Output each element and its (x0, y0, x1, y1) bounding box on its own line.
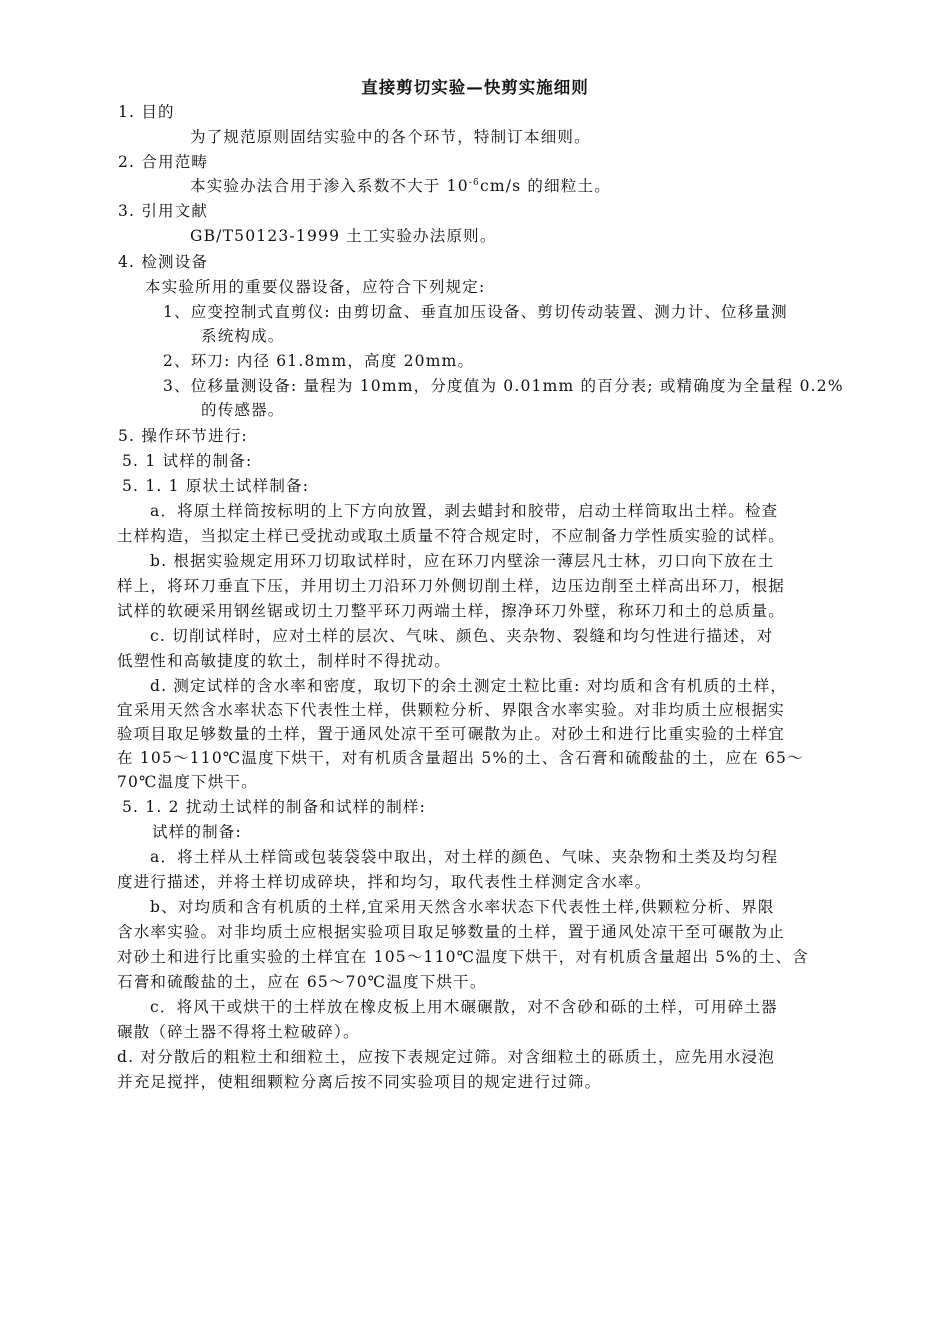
prep-b-line-3: 对砂土和进行比重实验的土样宜在 105～110℃温度下烘干，对有机质含量超出 5%的土、含 (117, 948, 809, 966)
paragraph-d-line-2: 宜采用天然含水率状态下代表性土样，供颗粒分析、界限含水率实验。对非均质土应根据实 (117, 701, 786, 719)
section-2-body (190, 174, 611, 198)
prep-c-line-1: c．将风干或烘干的土样放在橡皮板上用木碾碾散，对不含砂和砾的土样，可用碎土器 (150, 998, 778, 1016)
section-2-body-text: 本实验办法合用于渗入系数不大于 10 (190, 177, 469, 195)
paragraph-d-line-4: 在 105～110℃温度下烘干，对有机质含量超出 5%的土、含石膏和硫酸盐的土，应在 65～ (117, 749, 804, 767)
prep-b-line-2: 含水率实验。对非均质土应根据实验项目取足够数量的土样，置于通风处凉干至可碾散为止 (117, 923, 786, 941)
equipment-item-3-line-2: 的传感器。 (201, 401, 285, 419)
section-4-heading: 4. 检测设备 (118, 253, 209, 271)
subsection-5-1-heading: 5. 1 试样的制备: (122, 452, 253, 470)
section-1-body: 为了规范原则固结实验中的各个环节，特制订本细则。 (190, 128, 591, 146)
section-3-heading: 3. 引用文献 (118, 202, 209, 220)
sample-prep-label: 试样的制备: (152, 823, 242, 841)
paragraph-b-line-3: 试样的软硬采用钢丝锯或切土刀整平环刀两端土样，擦净环刀外壁，称环刀和土的总质量。 (117, 602, 786, 620)
equipment-item-2: 2、环刀: 内径 61.8mm，高度 20mm。 (163, 352, 475, 370)
paragraph-a-line-2: 土样构造，当拟定土样已受扰动或取土质量不符合规定时，不应制备力学性质实验的试样。 (117, 527, 786, 545)
subsection-5-1-2-heading: 5. 1. 2 扰动土试样的制备和试样的制样: (122, 798, 427, 816)
section-2-body-unit: cm/s 的细粒土。 (479, 177, 611, 195)
section-1-heading: 1. 目的 (118, 103, 175, 121)
document-title: 直接剪切实验—快剪实施细则 (361, 78, 589, 97)
prep-a-line-2: 度进行描述，并将土样切成碎块，拌和均匀，取代表性土样测定含水率。 (117, 873, 652, 891)
prep-a-line-1: a．将土样从土样筒或包装袋袋中取出，对土样的颜色、气味、夹杂物和土类及均匀程 (150, 848, 779, 866)
section-5-heading: 5. 操作环节进行: (118, 427, 248, 445)
section-3-body: GB/T50123-1999 土工实验办法原则。 (190, 227, 497, 245)
paragraph-a-line-1: a．将原土样筒按标明的上下方向放置，剥去蜡封和胶带，启动土样筒取出土样。检查 (150, 502, 779, 520)
paragraph-c-line-1: c. 切削试样时，应对土样的层次、气味、颜色、夹杂物、裂缝和均匀性进行描述，对 (150, 627, 774, 645)
prep-c-line-2: 碾散（碎土器不得将土粒破碎）。 (117, 1023, 360, 1041)
paragraph-c-line-2: 低塑性和高敏捷度的软土，制样时不得扰动。 (117, 652, 452, 670)
prep-d-line-2: 并充足搅拌，使粗细颗粒分离后按不同实验项目的规定进行过筛。 (117, 1073, 602, 1091)
paragraph-d-line-1: d. 测定试样的含水率和密度，取切下的余土测定土粒比重: 对均质和含有机质的土样， (150, 677, 788, 695)
paragraph-d-line-3: 验项目取足够数量的土样，置于通风处凉干至可碾散为止。对砂土和进行比重实验的土样宜 (117, 725, 786, 743)
section-2-exponent: -6 (468, 178, 480, 188)
equipment-item-3-line-1: 3、位移量测设备: 量程为 10mm，分度值为 0.01mm 的百分表; 或精确度为全量程 0.2% (163, 377, 844, 395)
section-2-heading: 2. 合用范畴 (118, 153, 209, 171)
subsection-5-1-1-heading: 5. 1. 1 原状土试样制备: (122, 477, 310, 495)
paragraph-b-line-1: b. 根据实验规定用环刀切取试样时，应在环刀内壁涂一薄层凡士林，刃口向下放在土 (150, 552, 775, 570)
section-4-intro: 本实验所用的重要仪器设备，应符合下列规定: (145, 278, 486, 296)
prep-b-line-4: 石膏和硫酸盐的土，应在 65～70℃温度下烘干。 (117, 973, 487, 991)
equipment-item-1-line-1: 1、应变控制式直剪仪: 由剪切盒、垂直加压设备、剪切传动装置、测力计、位移量测 (163, 303, 788, 321)
prep-d-line-1: d. 对分散后的粗粒土和细粒土，应按下表规定过筛。对含细粒土的砾质土，应先用水浸泡 (117, 1048, 775, 1066)
prep-b-line-1: b、对均质和含有机质的土样,宜采用天然含水率状态下代表性土样,供颗粒分析、界限 (150, 898, 775, 916)
paragraph-d-line-5: 70℃温度下烘干。 (117, 773, 258, 791)
equipment-item-1-line-2: 系统构成。 (201, 327, 285, 345)
paragraph-b-line-2: 样上，将环刀垂直下压，并用切土刀沿环刀外侧切削土样，边压边削至土样高出环刀，根据 (117, 577, 786, 595)
